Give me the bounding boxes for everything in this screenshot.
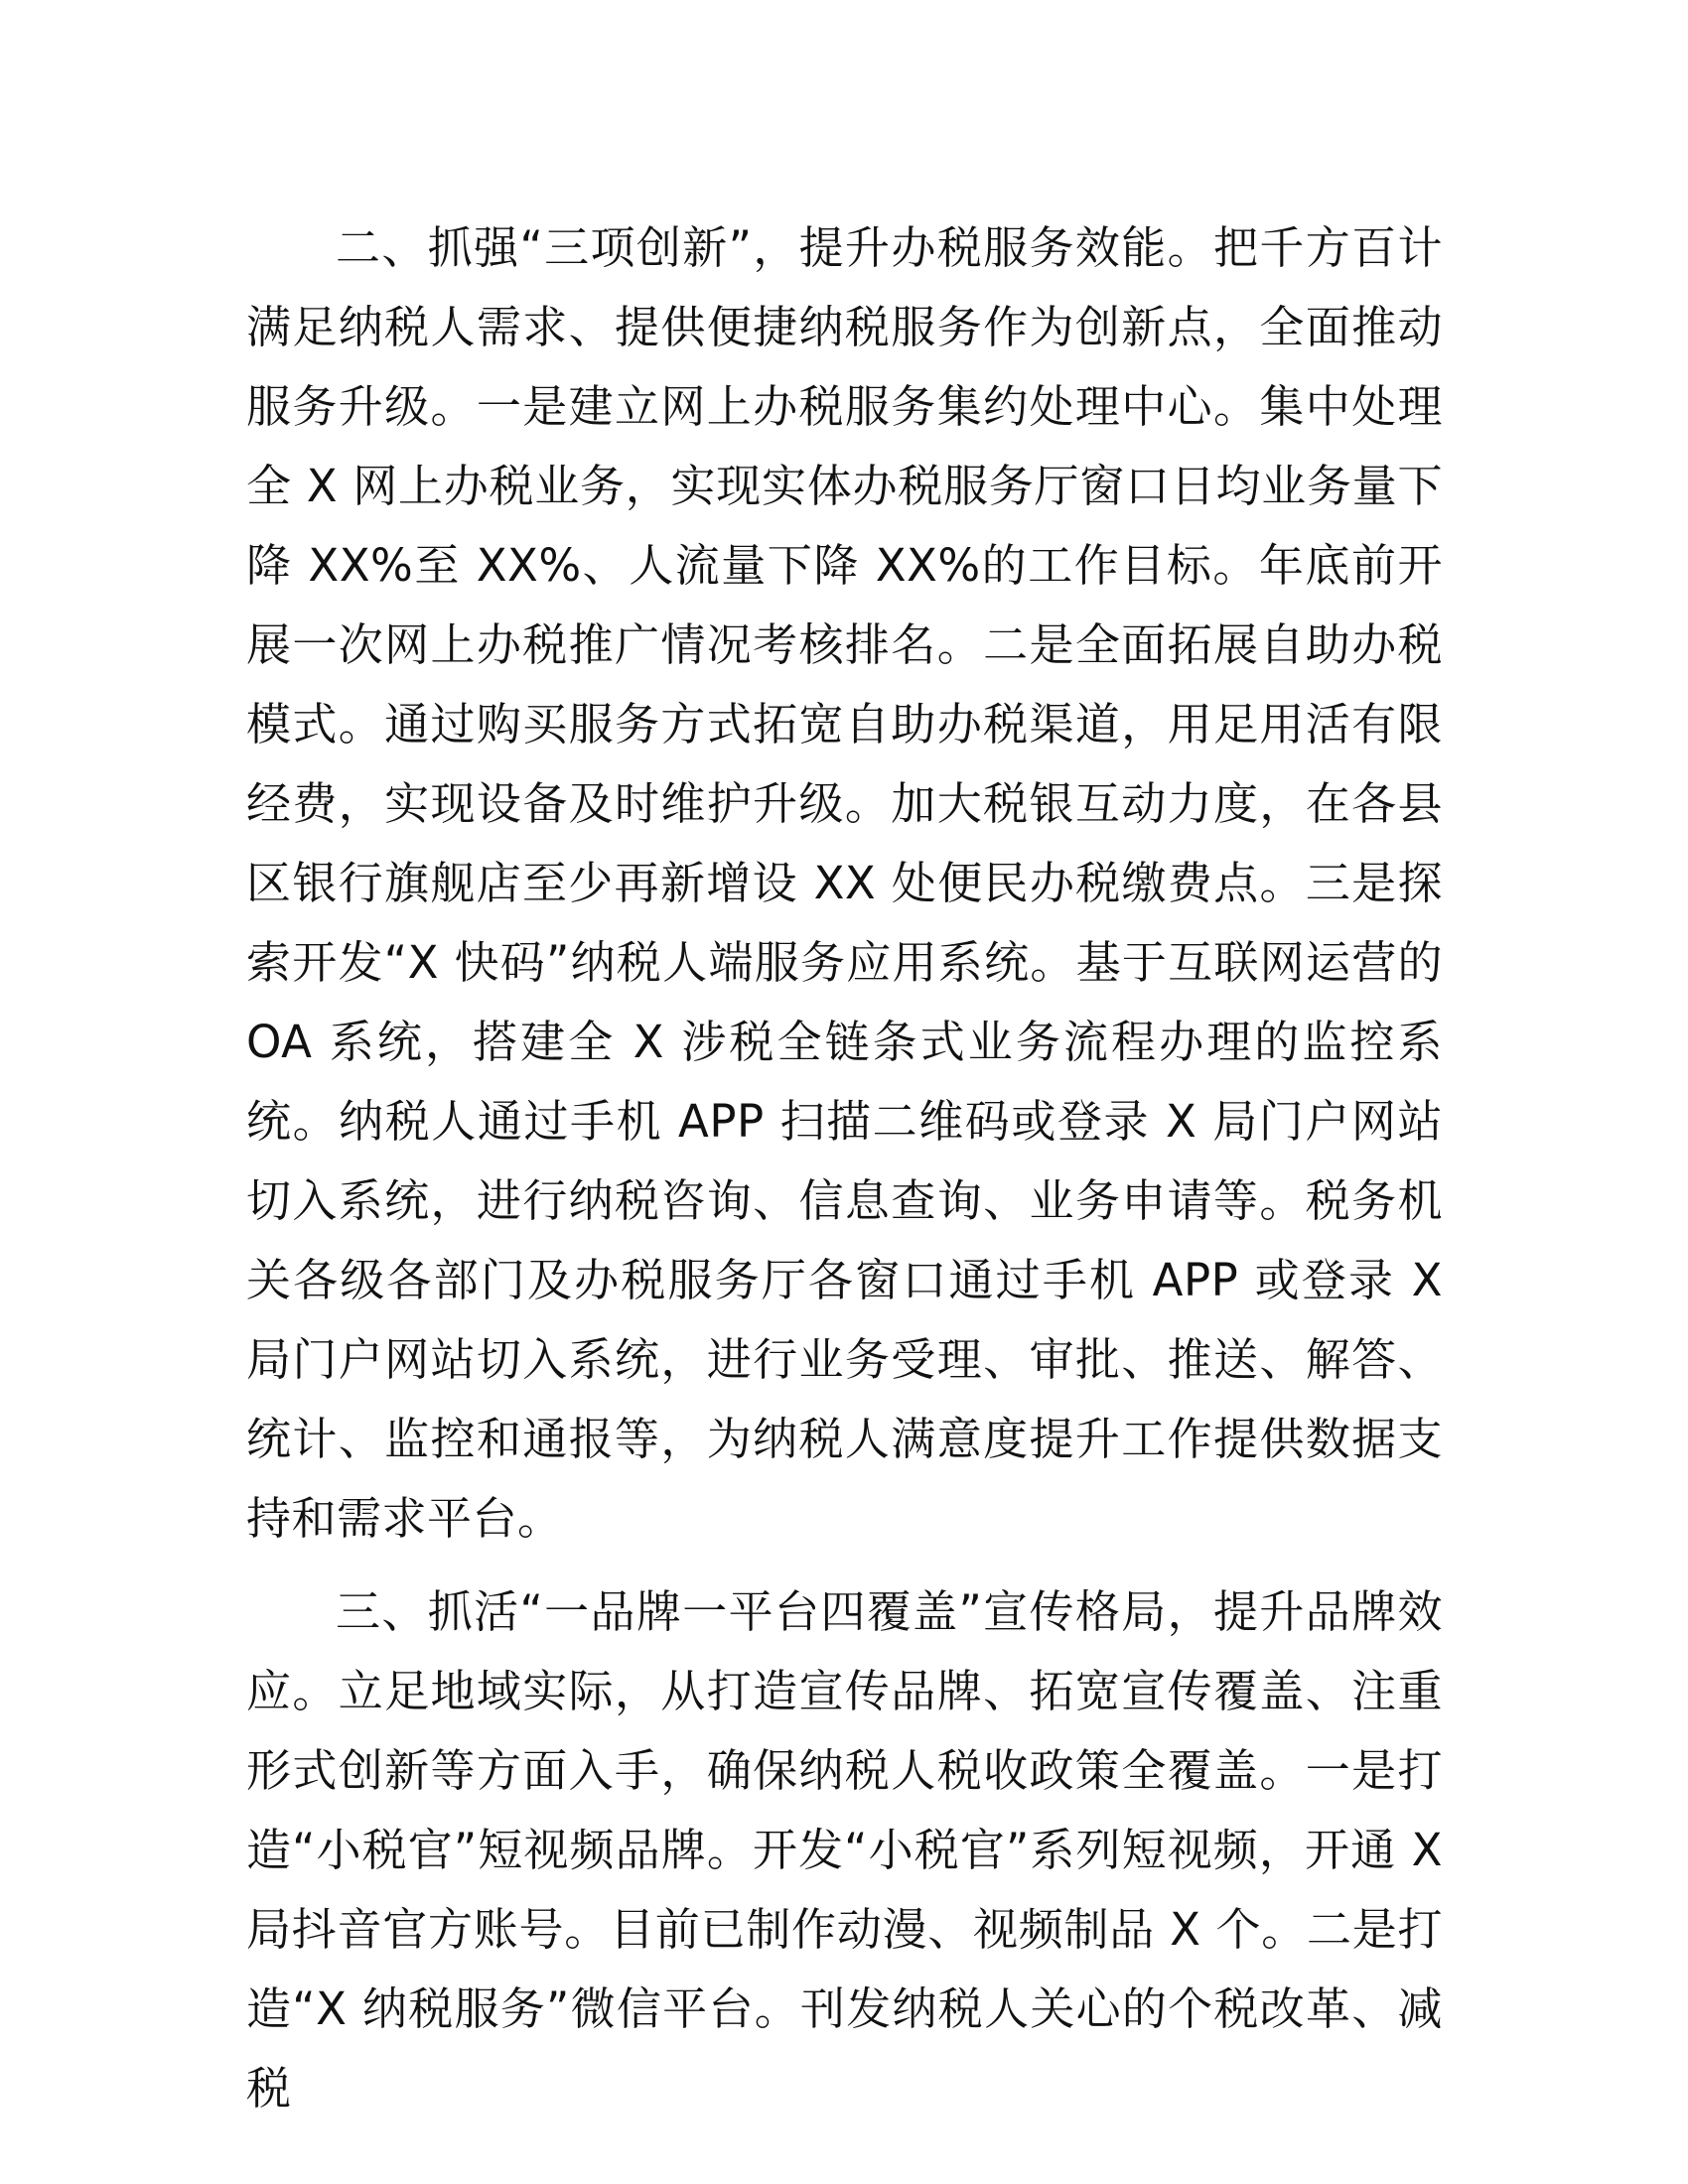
paragraph-section-two: 二、抓强“三项创新”，提升办税服务效能。把千方百计满足纳税人需求、提供便捷纳税服务作为创新点，全面推动服务升级。一是建立网上办税服务集约处理中心。集中处理全 X 网上办税业务，实现实体办税服务厅窗口日均业务量下降 XX%至 XX%、人流量下降 XX%的工作目标。年底前开展一次网上办税推广情况考核排名。二是全面拓展自助办税模式。通过购买服务方式拓宽自助办税渠道，用足用活有限经费，实现设备及时维护升级。加大税银互动力度，在各县区银行旗舰店至少再新增设 XX 处便民办税缴费点。三是探索开发“X 快码”纳税人端服务应用系统。基于互联网运营的 OA 系统，搭建全 X 涉税全链条式业务流程办理的监控系统。纳税人通过手机 APP 扫描二维码或登录 X 局门户网站切入系统，进行纳税咨询、信息查询、业务申请等。税务机关各级各部门及办税服务厅各窗口通过手机 APP 或登录 X 局门户网站切入系统，进行业务受理、审批、推送、解答、统计、监控和通报等，为纳税人满意度提升工作提供数据支持和需求平台。 bbox=[246, 221, 1443, 1545]
document-body bbox=[246, 208, 1443, 2128]
paragraph-section-three: 三、抓活“一品牌一平台四覆盖”宣传格局，提升品牌效应。立足地域实际，从打造宣传品牌、拓宽宣传覆盖、注重形式创新等方面入手，确保纳税人税收政策全覆盖。一是打造“小税官”短视频品牌。开发“小税官”系列短视频，开通 X 局抖音官方账号。目前已制作动漫、视频制品 X 个。二是打造“X 纳税服务”微信平台。刊发纳税人关心的个税改革、减税 bbox=[246, 1585, 1443, 2115]
